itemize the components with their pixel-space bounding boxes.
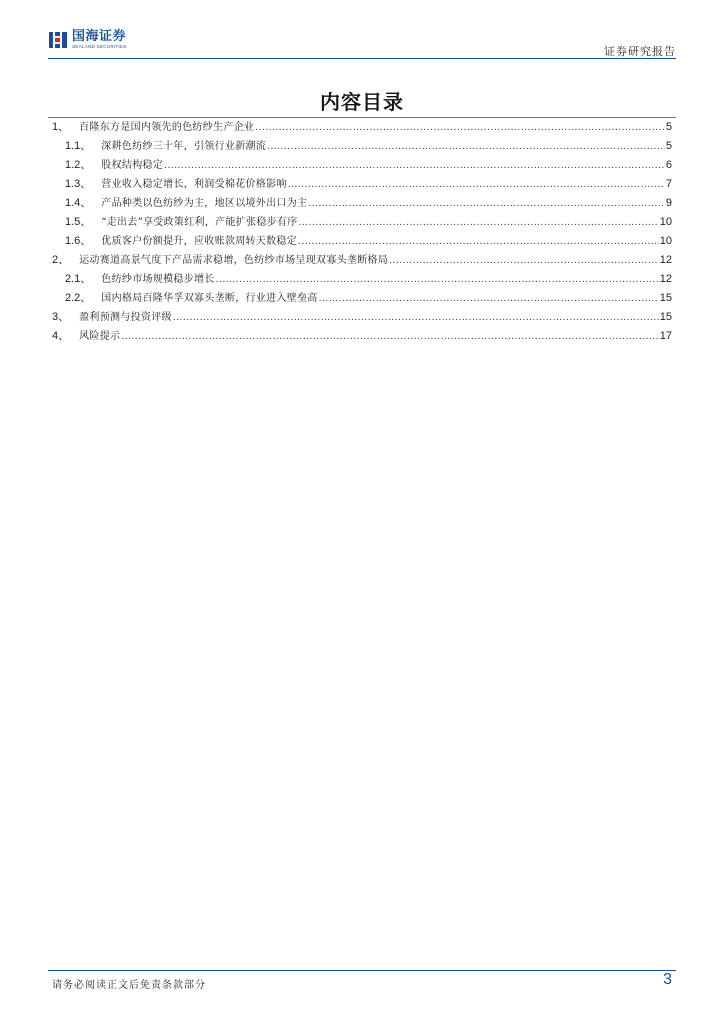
toc-entry-title: 产品种类以色纺纱为主，地区以境外出口为主 [101,198,308,209]
toc-entry-title: 风险提示 [79,331,121,342]
toc-entry-number: 3、 [52,311,70,323]
toc-entry[interactable] [48,156,676,175]
toc-entry-number: 2.1、 [65,273,92,285]
toc-entry-page: 12 [659,254,672,266]
toc-entry-title: “走出去”享受政策红利，产能扩张稳步有序 [101,217,298,228]
toc-entry-page: 5 [665,140,672,152]
footer-disclaimer: 请务必阅读正文后免责条款部分 [52,980,206,991]
toc-entry-title: 盈利预测与投资评级 [79,312,172,323]
toc-dot-leader [299,214,659,233]
toc-entry-page: 15 [659,311,672,323]
toc-entry-title: 优质客户份额提升，应收账款周转天数稳定 [101,236,297,247]
toc-entry-title: 运动赛道高景气度下产品需求稳增，色纺纱市场呈现双寡头垄断格局 [79,255,389,266]
toc-entry-page: 10 [659,216,672,228]
logo-name-en: SEALAND SECURITIES [72,44,127,50]
company-logo [48,30,127,50]
toc-entry-title: 国内格局百隆华孚双寡头垄断，行业进入壁垒高 [101,293,318,304]
toc-dot-leader [308,195,665,214]
list-item [48,156,676,175]
toc-dot-leader [288,176,665,195]
toc-entry[interactable] [48,270,676,289]
toc-entry[interactable] [48,232,676,251]
list-item [48,194,676,213]
toc-entry-number: 2、 [52,254,70,266]
list-item [48,232,676,251]
logo-name-cn: 国海证券 [72,29,127,45]
toc-entry[interactable] [48,137,676,156]
toc-dot-leader [255,119,665,138]
toc-entry-title: 深耕色纺纱三十年，引领行业新潮流 [101,141,267,152]
toc-entry[interactable] [48,194,676,213]
toc-entry[interactable] [48,308,676,327]
toc-dot-leader [298,233,659,252]
toc-dot-leader [319,290,659,309]
logo-text [72,30,127,50]
toc-entry-title: 百隆东方是国内领先的色纺纱生产企业 [79,122,255,133]
page-header [48,30,676,60]
toc-entry-title: 色纺纱市场规模稳步增长 [101,274,215,285]
toc-entry-number: 1.4、 [65,197,92,209]
toc-entry[interactable] [48,118,676,137]
toc-entry[interactable] [48,327,676,346]
toc-entry[interactable] [48,289,676,308]
toc-dot-leader [164,157,665,176]
table-of-contents [48,118,676,346]
toc-entry[interactable] [48,213,676,232]
list-item [48,270,676,289]
toc-dot-leader [121,328,658,347]
toc-entry-title: 股权结构稳定 [101,160,164,171]
toc-entry-page: 15 [659,292,672,304]
toc-entry-number: 1.1、 [65,140,92,152]
toc-entry-page: 6 [665,159,672,171]
header-divider [48,58,676,59]
list-item [48,327,676,346]
toc-entry-page: 17 [659,330,672,342]
toc-dot-leader [216,271,659,290]
toc-dot-leader [267,138,665,157]
toc-entry-number: 1.3、 [65,178,92,190]
list-item [48,289,676,308]
toc-entry-page: 9 [665,197,672,209]
footer-divider [48,970,676,971]
list-item [48,175,676,194]
toc-entry-page: 10 [659,235,672,247]
toc-entry-number: 4、 [52,330,70,342]
list-item [48,137,676,156]
toc-dot-leader [173,309,659,328]
sealand-logo-icon [48,30,68,50]
list-item [48,118,676,137]
toc-entry-number: 1.6、 [65,235,92,247]
toc-entry-page: 7 [665,178,672,190]
toc-entry[interactable] [48,251,676,270]
toc-entry[interactable] [48,175,676,194]
toc-entry-number: 1.2、 [65,159,92,171]
toc-entry-number: 1.5、 [65,216,92,228]
toc-entry-page: 12 [659,273,672,285]
toc-entry-number: 1、 [52,121,70,133]
list-item [48,213,676,232]
list-item [48,308,676,327]
toc-dot-leader [389,252,659,271]
report-type-label: 证券研究报告 [604,45,676,58]
page-number: 3 [663,971,672,988]
toc-entry-title: 营业收入稳定增长，利润受棉花价格影响 [101,179,287,190]
list-item [48,251,676,270]
toc-entry-page: 5 [665,121,672,133]
toc-entry-number: 2.2、 [65,292,92,304]
toc-title: 内容目录 [320,90,404,114]
